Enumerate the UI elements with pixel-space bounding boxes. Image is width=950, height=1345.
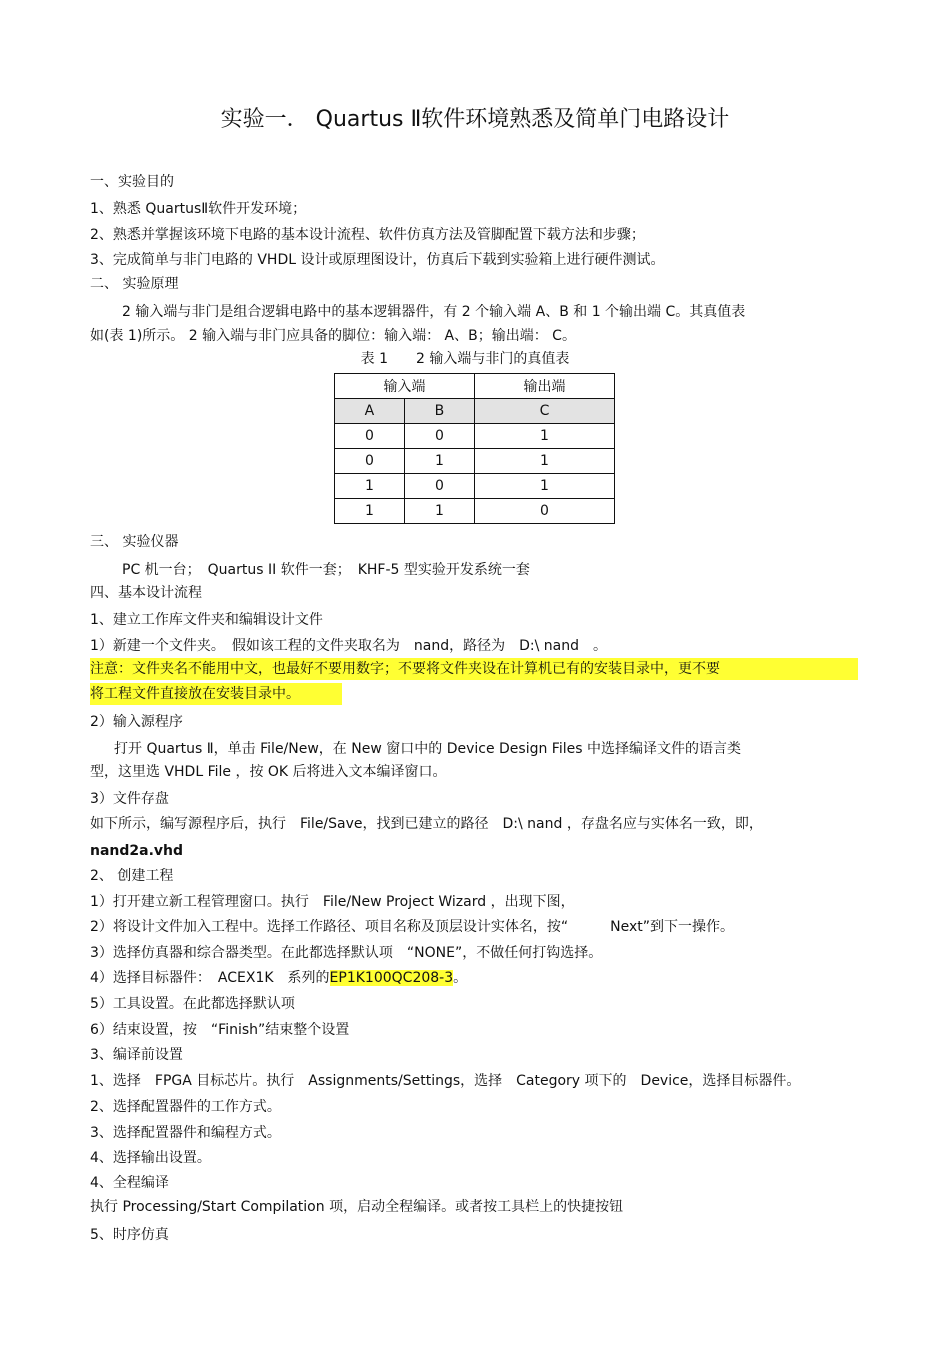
step-2-line-5: 5）工具设置。在此都选择默认项	[90, 996, 295, 1012]
step-5-heading: 5、时序仿真	[90, 1227, 169, 1243]
step-3-heading: 3、编译前设置	[90, 1047, 183, 1063]
table-cell: 1	[404, 449, 474, 474]
step-2-line-2: 2）将设计文件加入工程中。选择工作路径、项目名称及顶层设计实体名，按“ Next”到下一操作。	[90, 919, 735, 935]
principle-paragraph-line-1: 2 输入端与非门是组合逻辑电路中的基本逻辑器件，有 2 个输入端 A、B 和 1 个输出端 C。其真值表	[122, 304, 746, 320]
step-1-2-line-1: 打开 Quartus Ⅱ，单击 File/New，在 New 窗口中的 Device Design Files 中选择编译文件的语言类	[114, 741, 741, 757]
section-2-heading: 二、 实验原理	[90, 276, 179, 292]
step-2-heading: 2、 创建工程	[90, 868, 174, 884]
table-caption: 表 1 2 输入端与非门的真值表	[360, 351, 570, 367]
principle-paragraph-line-2: 如(表 1)所示。 2 输入端与非门应具备的脚位：输入端： A、B；输出端： C。	[90, 328, 576, 344]
step-1-2-heading: 2）输入源程序	[90, 714, 183, 730]
table-cell: 1	[404, 499, 474, 524]
step-3-line-1: 1、选择 FPGA 目标芯片。执行 Assignments/Settings，选择 Category 项下的 Device，选择目标器件。	[90, 1073, 801, 1089]
table-header-a: A	[335, 399, 405, 424]
table-cell: 1	[335, 474, 405, 499]
purpose-line-1: 1、熟悉 QuartusⅡ软件开发环境；	[90, 201, 307, 217]
step-2-line-4-suffix: 。	[453, 970, 468, 986]
step-4-heading: 4、全程编译	[90, 1175, 169, 1191]
table-cell: 1	[474, 449, 614, 474]
step-2-line-4-prefix: 4）选择目标器件： ACEX1K 系列的	[90, 970, 330, 986]
truth-table	[334, 373, 615, 524]
table-row	[335, 474, 615, 499]
table-cell: 0	[404, 474, 474, 499]
note-line-2: 将工程文件直接放在安装目录中。	[90, 683, 342, 705]
purpose-line-3: 3、完成简单与非门电路的 VHDL 设计或原理图设计，仿真后下载到实验箱上进行硬件测试。	[90, 252, 665, 268]
table-row	[335, 424, 615, 449]
table-cell: 1	[335, 499, 405, 524]
step-2-line-6: 6）结束设置，按 “Finish”结束整个设置	[90, 1022, 350, 1038]
table-cell: 1	[474, 474, 614, 499]
step-1-3-line-1: 如下所示，编写源程序后，执行 File/Save，找到已建立的路径 D:\ nand ，存盘名应与实体名一致，即，	[90, 816, 763, 832]
step-1-line-1: 1）新建一个文件夹。 假如该工程的文件夹取名为 nand，路径为 D:\ nand 。	[90, 638, 607, 654]
target-chip-highlight: EP1K100QC208-3	[329, 970, 454, 986]
step-3-line-4: 4、选择输出设置。	[90, 1150, 211, 1166]
note-line-1: 注意：文件夹名不能用中文，也最好不要用数字；不要将文件夹设在计算机已有的安装目录中，更不要	[90, 658, 858, 680]
table-header-c: C	[474, 399, 614, 424]
section-1-heading: 一、实验目的	[90, 174, 174, 190]
table-cell: 0	[404, 424, 474, 449]
table-cell: 0	[335, 424, 405, 449]
step-4-line-1: 执行 Processing/Start Compilation 项，启动全程编译。或者按工具栏上的快捷按钮	[90, 1199, 624, 1215]
step-2-line-4	[90, 969, 467, 987]
section-3-heading: 三、 实验仪器	[90, 534, 179, 550]
step-1-2-line-2: 型，这里选 VHDL File ，按 OK 后将进入文本编译窗口。	[90, 764, 447, 780]
step-2-line-1: 1）打开建立新工程管理窗口。执行 File/New Project Wizard ，出现下图，	[90, 894, 575, 910]
purpose-line-2: 2、熟悉并掌握该环境下电路的基本设计流程、软件仿真方法及管脚配置下载方法和步骤；	[90, 227, 645, 243]
page-title: 实验一． Quartus Ⅱ软件环境熟悉及简单门电路设计	[220, 107, 730, 132]
step-3-line-2: 2、选择配置器件的工作方式。	[90, 1099, 281, 1115]
table-header-b: B	[404, 399, 474, 424]
step-2-line-3: 3）选择仿真器和综合器类型。在此都选择默认项 “NONE”，不做任何打钩选择。	[90, 945, 603, 961]
table-row	[335, 499, 615, 524]
section-4-heading: 四、基本设计流程	[90, 585, 202, 601]
step-1-heading: 1、建立工作库文件夹和编辑设计文件	[90, 612, 323, 628]
table-group-output: 输出端	[474, 374, 614, 399]
table-cell: 0	[474, 499, 614, 524]
table-row	[335, 449, 615, 474]
table-group-input: 输入端	[335, 374, 475, 399]
step-1-3-heading: 3）文件存盘	[90, 791, 169, 807]
instruments-line: PC 机一台； Quartus II 软件一套； KHF-5 型实验开发系统一套	[122, 562, 530, 578]
step-3-line-3: 3、选择配置器件和编程方式。	[90, 1125, 281, 1141]
table-cell: 1	[474, 424, 614, 449]
table-cell: 0	[335, 449, 405, 474]
file-name: nand2a.vhd	[90, 843, 184, 859]
